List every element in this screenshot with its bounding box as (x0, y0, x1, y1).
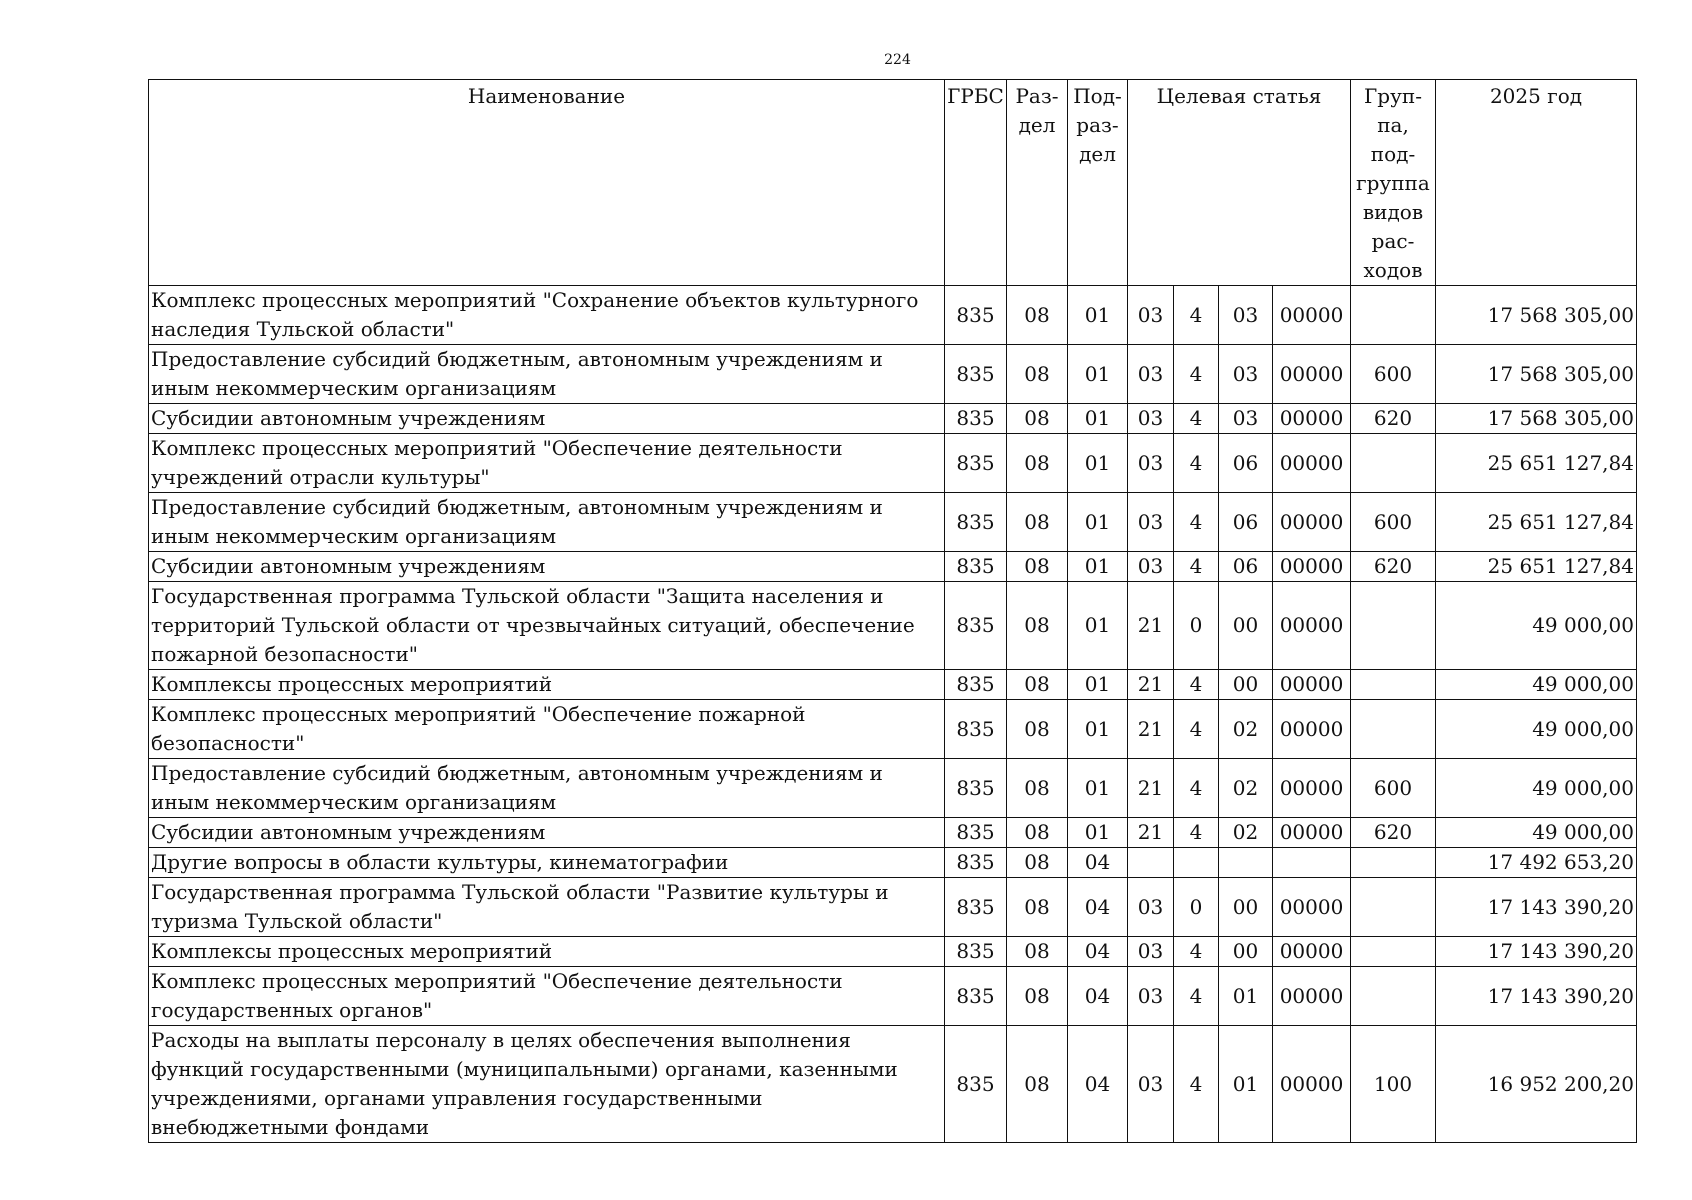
cell-target-program: 03 (1128, 493, 1174, 552)
cell-expense-group (1351, 670, 1436, 700)
cell-grbs: 835 (945, 937, 1007, 967)
cell-podrazdel: 01 (1068, 404, 1128, 434)
cell-target-direction: 00000 (1273, 582, 1351, 670)
header-razdel: Раз- дел (1007, 80, 1068, 286)
cell-target-direction: 00000 (1273, 493, 1351, 552)
cell-grbs: 835 (945, 434, 1007, 493)
cell-target-program: 03 (1128, 937, 1174, 967)
cell-expense-group (1351, 937, 1436, 967)
table-row (149, 434, 1637, 493)
cell-amount: 25 651 127,84 (1436, 552, 1637, 582)
cell-name: Предоставление субсидий бюджетным, автономным учреждениям и иным некоммерческим организациям (149, 493, 945, 552)
table-header (149, 80, 1637, 286)
cell-razdel: 08 (1007, 345, 1068, 404)
header-name: Наименование (149, 80, 945, 286)
cell-razdel: 08 (1007, 434, 1068, 493)
table-body (149, 286, 1637, 1143)
cell-razdel: 08 (1007, 848, 1068, 878)
cell-grbs: 835 (945, 818, 1007, 848)
cell-amount: 17 568 305,00 (1436, 286, 1637, 345)
cell-name: Государственная программа Тульской области "Защита населения и территорий Тульской области от чрезвычайных ситуаций, обеспечение пожарной безопасности" (149, 582, 945, 670)
cell-podrazdel: 01 (1068, 345, 1128, 404)
cell-razdel: 08 (1007, 818, 1068, 848)
cell-target-subprogram (1219, 848, 1273, 878)
table-row (149, 670, 1637, 700)
cell-expense-group: 620 (1351, 552, 1436, 582)
cell-razdel: 08 (1007, 552, 1068, 582)
table-row (149, 345, 1637, 404)
cell-target-subprogram: 02 (1219, 818, 1273, 848)
table-row (149, 404, 1637, 434)
cell-expense-group (1351, 878, 1436, 937)
cell-name: Комплекс процессных мероприятий "Обеспечение деятельности государственных органов" (149, 967, 945, 1026)
cell-podrazdel: 01 (1068, 286, 1128, 345)
cell-name: Комплекс процессных мероприятий "Обеспечение деятельности учреждений отрасли культуры" (149, 434, 945, 493)
cell-expense-group: 600 (1351, 493, 1436, 552)
cell-target-program: 21 (1128, 582, 1174, 670)
cell-razdel: 08 (1007, 759, 1068, 818)
cell-podrazdel: 01 (1068, 434, 1128, 493)
cell-razdel: 08 (1007, 670, 1068, 700)
cell-target-program: 03 (1128, 967, 1174, 1026)
cell-expense-group (1351, 967, 1436, 1026)
cell-target-program: 03 (1128, 1026, 1174, 1143)
cell-name: Комплексы процессных мероприятий (149, 937, 945, 967)
cell-podrazdel: 01 (1068, 582, 1128, 670)
table-row (149, 878, 1637, 937)
cell-grbs: 835 (945, 759, 1007, 818)
cell-name: Государственная программа Тульской области "Развитие культуры и туризма Тульской области" (149, 878, 945, 937)
table-row (149, 1026, 1637, 1143)
table-row (149, 700, 1637, 759)
header-year: 2025 год (1436, 80, 1637, 286)
cell-amount: 17 143 390,20 (1436, 967, 1637, 1026)
cell-podrazdel: 04 (1068, 848, 1128, 878)
cell-target-subprogram: 06 (1219, 552, 1273, 582)
cell-expense-group: 600 (1351, 345, 1436, 404)
cell-podrazdel: 01 (1068, 759, 1128, 818)
cell-expense-group: 620 (1351, 818, 1436, 848)
cell-target-subprogram: 02 (1219, 759, 1273, 818)
cell-target-type: 4 (1174, 1026, 1219, 1143)
cell-target-program: 21 (1128, 818, 1174, 848)
cell-target-type: 4 (1174, 818, 1219, 848)
cell-target-program: 03 (1128, 345, 1174, 404)
cell-target-direction: 00000 (1273, 552, 1351, 582)
cell-target-direction (1273, 848, 1351, 878)
table-row (149, 937, 1637, 967)
cell-expense-group: 600 (1351, 759, 1436, 818)
cell-amount: 49 000,00 (1436, 700, 1637, 759)
table-row (149, 493, 1637, 552)
cell-razdel: 08 (1007, 493, 1068, 552)
cell-target-type: 4 (1174, 286, 1219, 345)
cell-amount: 25 651 127,84 (1436, 493, 1637, 552)
cell-target-subprogram: 03 (1219, 345, 1273, 404)
header-target-article: Целевая статья (1128, 80, 1351, 286)
cell-target-type (1174, 848, 1219, 878)
cell-target-type: 4 (1174, 700, 1219, 759)
cell-grbs: 835 (945, 286, 1007, 345)
cell-amount: 17 143 390,20 (1436, 878, 1637, 937)
cell-grbs: 835 (945, 670, 1007, 700)
cell-target-program: 03 (1128, 404, 1174, 434)
cell-expense-group: 620 (1351, 404, 1436, 434)
cell-target-subprogram: 00 (1219, 937, 1273, 967)
table-row (149, 967, 1637, 1026)
cell-target-type: 4 (1174, 759, 1219, 818)
cell-target-program: 21 (1128, 670, 1174, 700)
cell-target-subprogram: 03 (1219, 404, 1273, 434)
cell-grbs: 835 (945, 493, 1007, 552)
cell-razdel: 08 (1007, 286, 1068, 345)
cell-grbs: 835 (945, 878, 1007, 937)
cell-target-type: 4 (1174, 404, 1219, 434)
cell-target-type: 0 (1174, 582, 1219, 670)
cell-amount: 17 568 305,00 (1436, 345, 1637, 404)
cell-expense-group (1351, 848, 1436, 878)
cell-name: Субсидии автономным учреждениям (149, 404, 945, 434)
cell-target-program: 03 (1128, 286, 1174, 345)
cell-amount: 49 000,00 (1436, 670, 1637, 700)
cell-amount: 16 952 200,20 (1436, 1026, 1637, 1143)
cell-target-program (1128, 848, 1174, 878)
cell-razdel: 08 (1007, 582, 1068, 670)
cell-target-subprogram: 00 (1219, 582, 1273, 670)
cell-grbs: 835 (945, 1026, 1007, 1143)
cell-target-direction: 00000 (1273, 286, 1351, 345)
budget-table (148, 79, 1637, 1143)
cell-razdel: 08 (1007, 937, 1068, 967)
cell-name: Комплекс процессных мероприятий "Сохранение объектов культурного наследия Тульской области" (149, 286, 945, 345)
cell-target-direction: 00000 (1273, 700, 1351, 759)
cell-target-type: 4 (1174, 937, 1219, 967)
cell-podrazdel: 01 (1068, 670, 1128, 700)
cell-amount: 49 000,00 (1436, 582, 1637, 670)
table-row (149, 582, 1637, 670)
cell-expense-group (1351, 700, 1436, 759)
cell-target-type: 4 (1174, 434, 1219, 493)
cell-target-subprogram: 06 (1219, 434, 1273, 493)
table-row (149, 759, 1637, 818)
cell-target-direction: 00000 (1273, 818, 1351, 848)
cell-grbs: 835 (945, 967, 1007, 1026)
cell-target-direction: 00000 (1273, 937, 1351, 967)
cell-razdel: 08 (1007, 700, 1068, 759)
cell-amount: 25 651 127,84 (1436, 434, 1637, 493)
cell-target-direction: 00000 (1273, 345, 1351, 404)
cell-name: Комплекс процессных мероприятий "Обеспечение пожарной безопасности" (149, 700, 945, 759)
cell-target-direction: 00000 (1273, 878, 1351, 937)
cell-amount: 17 143 390,20 (1436, 937, 1637, 967)
cell-target-subprogram: 00 (1219, 878, 1273, 937)
cell-expense-group: 100 (1351, 1026, 1436, 1143)
cell-podrazdel: 01 (1068, 493, 1128, 552)
cell-grbs: 835 (945, 582, 1007, 670)
cell-razdel: 08 (1007, 878, 1068, 937)
cell-target-subprogram: 06 (1219, 493, 1273, 552)
page-number: 224 (884, 52, 911, 68)
header-row (149, 80, 1637, 286)
header-grbs: ГРБС (945, 80, 1007, 286)
header-expense-group: Груп- па, под- группа видов рас- ходов (1351, 80, 1436, 286)
cell-target-direction: 00000 (1273, 434, 1351, 493)
cell-amount: 49 000,00 (1436, 818, 1637, 848)
cell-target-program: 21 (1128, 700, 1174, 759)
cell-target-type: 4 (1174, 493, 1219, 552)
cell-name: Расходы на выплаты персоналу в целях обеспечения выполнения функций государственными (муниципальными) органами, казенными учреждениями, органами управления государственными внебюджетными фондами (149, 1026, 945, 1143)
cell-podrazdel: 04 (1068, 967, 1128, 1026)
cell-grbs: 835 (945, 404, 1007, 434)
cell-target-type: 4 (1174, 967, 1219, 1026)
table-row (149, 552, 1637, 582)
cell-target-direction: 00000 (1273, 1026, 1351, 1143)
table-row (149, 286, 1637, 345)
cell-target-program: 21 (1128, 759, 1174, 818)
cell-name: Комплексы процессных мероприятий (149, 670, 945, 700)
cell-target-direction: 00000 (1273, 404, 1351, 434)
cell-razdel: 08 (1007, 404, 1068, 434)
cell-target-type: 0 (1174, 878, 1219, 937)
cell-podrazdel: 04 (1068, 1026, 1128, 1143)
cell-expense-group (1351, 582, 1436, 670)
cell-target-program: 03 (1128, 434, 1174, 493)
cell-name: Субсидии автономным учреждениям (149, 818, 945, 848)
cell-amount: 49 000,00 (1436, 759, 1637, 818)
cell-podrazdel: 04 (1068, 937, 1128, 967)
cell-target-program: 03 (1128, 878, 1174, 937)
cell-podrazdel: 01 (1068, 552, 1128, 582)
table-row (149, 818, 1637, 848)
cell-grbs: 835 (945, 700, 1007, 759)
cell-target-type: 4 (1174, 670, 1219, 700)
cell-name: Субсидии автономным учреждениям (149, 552, 945, 582)
cell-razdel: 08 (1007, 1026, 1068, 1143)
cell-podrazdel: 01 (1068, 700, 1128, 759)
cell-name: Предоставление субсидий бюджетным, автономным учреждениям и иным некоммерческим организациям (149, 345, 945, 404)
cell-target-subprogram: 02 (1219, 700, 1273, 759)
cell-target-subprogram: 01 (1219, 967, 1273, 1026)
cell-target-direction: 00000 (1273, 670, 1351, 700)
cell-target-type: 4 (1174, 552, 1219, 582)
cell-expense-group (1351, 286, 1436, 345)
cell-name: Другие вопросы в области культуры, кинематографии (149, 848, 945, 878)
header-podrazdel: Под- раз- дел (1068, 80, 1128, 286)
cell-amount: 17 568 305,00 (1436, 404, 1637, 434)
table-row (149, 848, 1637, 878)
cell-target-type: 4 (1174, 345, 1219, 404)
cell-podrazdel: 04 (1068, 878, 1128, 937)
cell-target-subprogram: 00 (1219, 670, 1273, 700)
cell-name: Предоставление субсидий бюджетным, автономным учреждениям и иным некоммерческим организациям (149, 759, 945, 818)
cell-grbs: 835 (945, 848, 1007, 878)
cell-target-subprogram: 01 (1219, 1026, 1273, 1143)
cell-grbs: 835 (945, 552, 1007, 582)
cell-razdel: 08 (1007, 967, 1068, 1026)
cell-target-subprogram: 03 (1219, 286, 1273, 345)
cell-podrazdel: 01 (1068, 818, 1128, 848)
cell-amount: 17 492 653,20 (1436, 848, 1637, 878)
cell-grbs: 835 (945, 345, 1007, 404)
cell-expense-group (1351, 434, 1436, 493)
cell-target-direction: 00000 (1273, 967, 1351, 1026)
cell-target-program: 03 (1128, 552, 1174, 582)
cell-target-direction: 00000 (1273, 759, 1351, 818)
